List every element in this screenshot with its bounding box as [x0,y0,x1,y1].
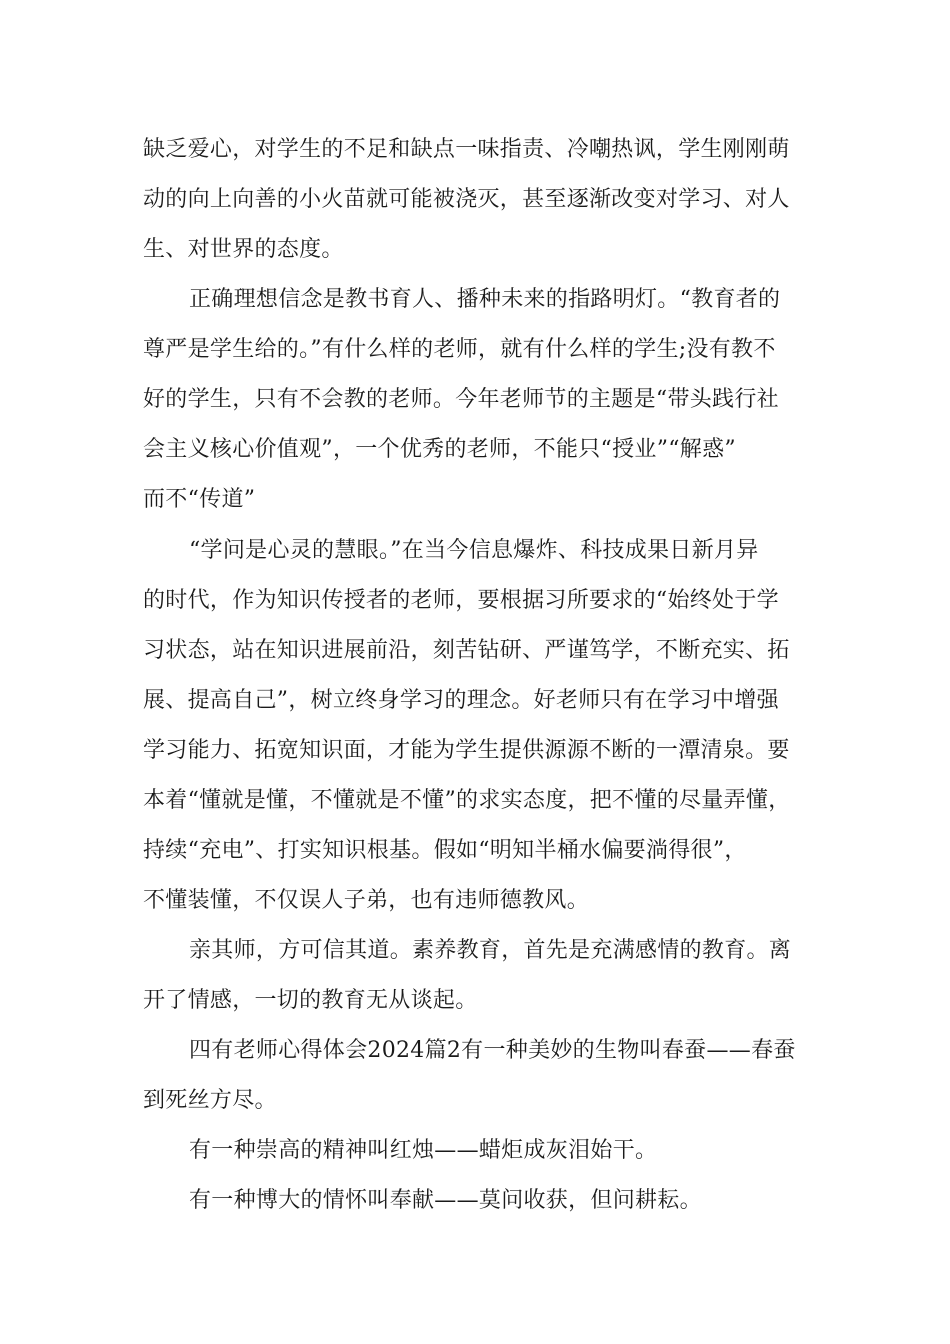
text-line: 的时代，作为知识传授者的老师，要根据习所要求的“始终处于学 [143,588,779,613]
text-line: 好的学生，只有不会教的老师。今年老师节的主题是“带头践行社 [143,387,779,412]
text-line: 开了情感，一切的教育无从谈起。 [143,988,478,1013]
text-line: 尊严是学生给的。”有什么样的老师，就有什么样的学生;没有教不 [143,337,776,362]
text-line: 会主义核心价值观”，一个优秀的老师，不能只“授业”“解惑” [143,437,736,462]
paragraph-first-line: “学问是心灵的慧眼。”在当今信息爆炸、科技成果日新月异 [189,538,759,563]
text-line: 动的向上向善的小火苗就可能被浇灭，甚至逐渐改变对学习、对人 [143,187,790,212]
text-line: 学习能力、拓宽知识面，才能为学生提供源源不断的一潭清泉。要 [143,738,790,763]
text-line: 习状态，站在知识进展前沿，刻苦钻研、严谨笃学，不断充实、拓 [143,638,790,663]
paragraph-first-line: 四有老师心得体会2024篇2有一种美妙的生物叫春蚕——春蚕 [189,1038,796,1063]
paragraph-first-line: 有一种博大的情怀叫奉献——莫问收获，但问耕耘。 [189,1188,702,1213]
paragraph-first-line: 有一种崇高的精神叫红烛——蜡炬成灰泪始干。 [189,1138,658,1163]
text-line: 不懂装懂，不仅误人子弟，也有违师德教风。 [143,888,590,913]
text-line: 本着“懂就是懂，不懂就是不懂”的求实态度，把不懂的尽量弄懂， [143,788,791,813]
text-line: 缺乏爱心，对学生的不足和缺点一味指责、冷嘲热讽，学生刚刚萌 [143,137,790,162]
text-line: 而不“传道” [143,487,256,512]
text-line: 持续“充电”、打实知识根基。假如“明知半桶水偏要淌得很”， [143,838,747,863]
paragraph-first-line: 亲其师，方可信其道。素养教育，首先是充满感情的教育。离 [189,938,792,963]
text-line: 展、提高自己”，树立终身学习的理念。好老师只有在学习中增强 [143,688,779,713]
paragraph-first-line: 正确理想信念是教书育人、播种未来的指路明灯。“教育者的 [189,287,781,312]
text-line: 生、对世界的态度。 [143,237,344,262]
text-line: 到死丝方尽。 [143,1088,277,1113]
